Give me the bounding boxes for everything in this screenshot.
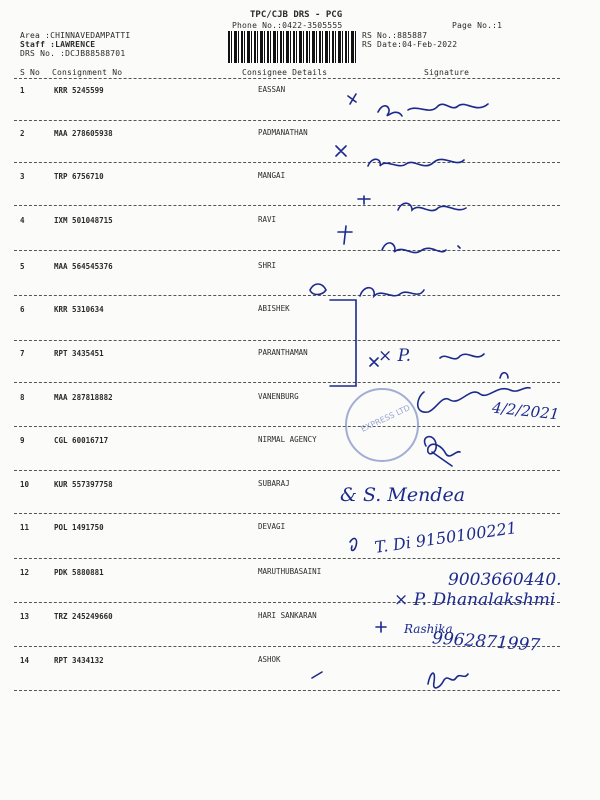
row-consignee: DEVAGI <box>258 522 286 531</box>
row-consignee: MARUTHUBASAINI <box>258 567 322 576</box>
row-divider <box>14 340 560 341</box>
row-consignment: MAA 278605938 <box>54 129 113 138</box>
col-consignment: Consignment No <box>52 68 123 77</box>
row-consignee: NIRMAL AGENCY <box>258 435 317 444</box>
barcode <box>228 31 358 63</box>
row-sno: 12 <box>20 568 30 577</box>
row-consignment: MAA 564545376 <box>54 262 113 271</box>
row-consignee: VANENBURG <box>258 392 299 401</box>
row-divider <box>14 426 560 427</box>
signature-row-9 <box>425 437 460 466</box>
row-consignment: MAA 287818882 <box>54 393 113 402</box>
row-divider <box>14 382 560 383</box>
signature-row-1 <box>348 94 488 116</box>
header-divider <box>14 78 560 79</box>
row-divider <box>14 295 560 296</box>
row-consignee: EASSAN <box>258 85 286 94</box>
row-consignment: RPT 3435451 <box>54 349 104 358</box>
row-divider <box>14 250 560 251</box>
row-consignee: MANGAI <box>258 171 286 180</box>
row-sno: 4 <box>20 216 25 225</box>
row-sno: 14 <box>20 656 30 665</box>
row-consignment: KRR 5310634 <box>54 305 104 314</box>
handwriting-row-7: × P. <box>378 346 412 366</box>
signature-row-2 <box>336 146 464 166</box>
handwriting-row-12-name: × P. Dhanalakshmi <box>394 590 556 610</box>
handwriting-row-10: & S. Mendea <box>340 484 466 506</box>
row-divider <box>14 690 560 691</box>
row-consignee: SUBARAJ <box>258 479 290 488</box>
drs-number: DRS No. :DCJB88588701 <box>20 49 126 58</box>
handwriting-row-13-name: Rashika <box>404 622 453 636</box>
row-divider <box>14 120 560 121</box>
row-sno: 1 <box>20 86 25 95</box>
handwriting-row-8-date: 4/2/2021 <box>491 398 561 424</box>
signature-bracket <box>330 300 356 386</box>
courier-stamp <box>345 388 419 462</box>
row-consignment: PDK 5880881 <box>54 568 104 577</box>
row-consignee: RAVI <box>258 215 277 224</box>
row-consignee: PADMANATHAN <box>258 128 308 137</box>
row-consignee: PARANTHAMAN <box>258 348 308 357</box>
row-consignment: POL 1491750 <box>54 523 104 532</box>
row-sno: 11 <box>20 523 30 532</box>
handwriting-row-11: T. Di 9150100221 <box>373 518 518 557</box>
row-sno: 13 <box>20 612 30 621</box>
row-sno: 7 <box>20 349 25 358</box>
row-consignment: KRR 5245599 <box>54 86 104 95</box>
col-sno: S No <box>20 68 41 77</box>
row-consignment: TRP 6756710 <box>54 172 104 181</box>
row-divider <box>14 470 560 471</box>
row-consignee: SHRI <box>258 261 277 270</box>
row-consignment: KUR 557397758 <box>54 480 113 489</box>
stamp-text: EXPRESS LTD <box>359 403 412 434</box>
handwriting-row-12-phone: 9003660440. <box>448 570 562 590</box>
row-sno: 3 <box>20 172 25 181</box>
document-title: TPC/CJB DRS - PCG <box>250 10 343 20</box>
signature-row-4 <box>338 226 460 253</box>
row-sno: 10 <box>20 480 30 489</box>
rs-date: RS Date:04-Feb-2022 <box>362 40 458 49</box>
area-label: Area :CHINNAVEDAMPATTI <box>20 31 131 40</box>
row-consignee: HARI SANKARAN <box>258 611 317 620</box>
row-consignee: ABISHEK <box>258 304 290 313</box>
col-signature: Signature <box>424 68 470 77</box>
row-divider <box>14 162 560 163</box>
signature-row-14 <box>312 672 468 688</box>
row-consignment: CGL 60016717 <box>54 436 109 445</box>
col-consignee-details: Consignee Details <box>242 68 328 77</box>
rs-number: RS No.:885887 <box>362 31 428 40</box>
phone-number: Phone No.:0422-3505555 <box>232 21 343 30</box>
signature-row-13 <box>376 622 386 632</box>
row-consignment: RPT 3434132 <box>54 656 104 665</box>
row-consignment: TRZ 245249660 <box>54 612 113 621</box>
row-sno: 5 <box>20 262 25 271</box>
row-sno: 2 <box>20 129 25 138</box>
row-sno: 6 <box>20 305 25 314</box>
row-divider <box>14 558 560 559</box>
handwriting-row-13-phone: 9962871997 <box>431 628 541 656</box>
row-consignment: IXM 501048715 <box>54 216 113 225</box>
row-divider <box>14 513 560 514</box>
staff-label: Staff :LAWRENCE <box>20 40 96 49</box>
row-divider <box>14 205 560 206</box>
signature-row-3 <box>358 196 466 211</box>
page-number: Page No.:1 <box>452 21 503 30</box>
row-sno: 9 <box>20 436 25 445</box>
row-sno: 8 <box>20 393 25 402</box>
signature-row-11 <box>350 539 357 551</box>
row-consignee: ASHOK <box>258 655 281 664</box>
